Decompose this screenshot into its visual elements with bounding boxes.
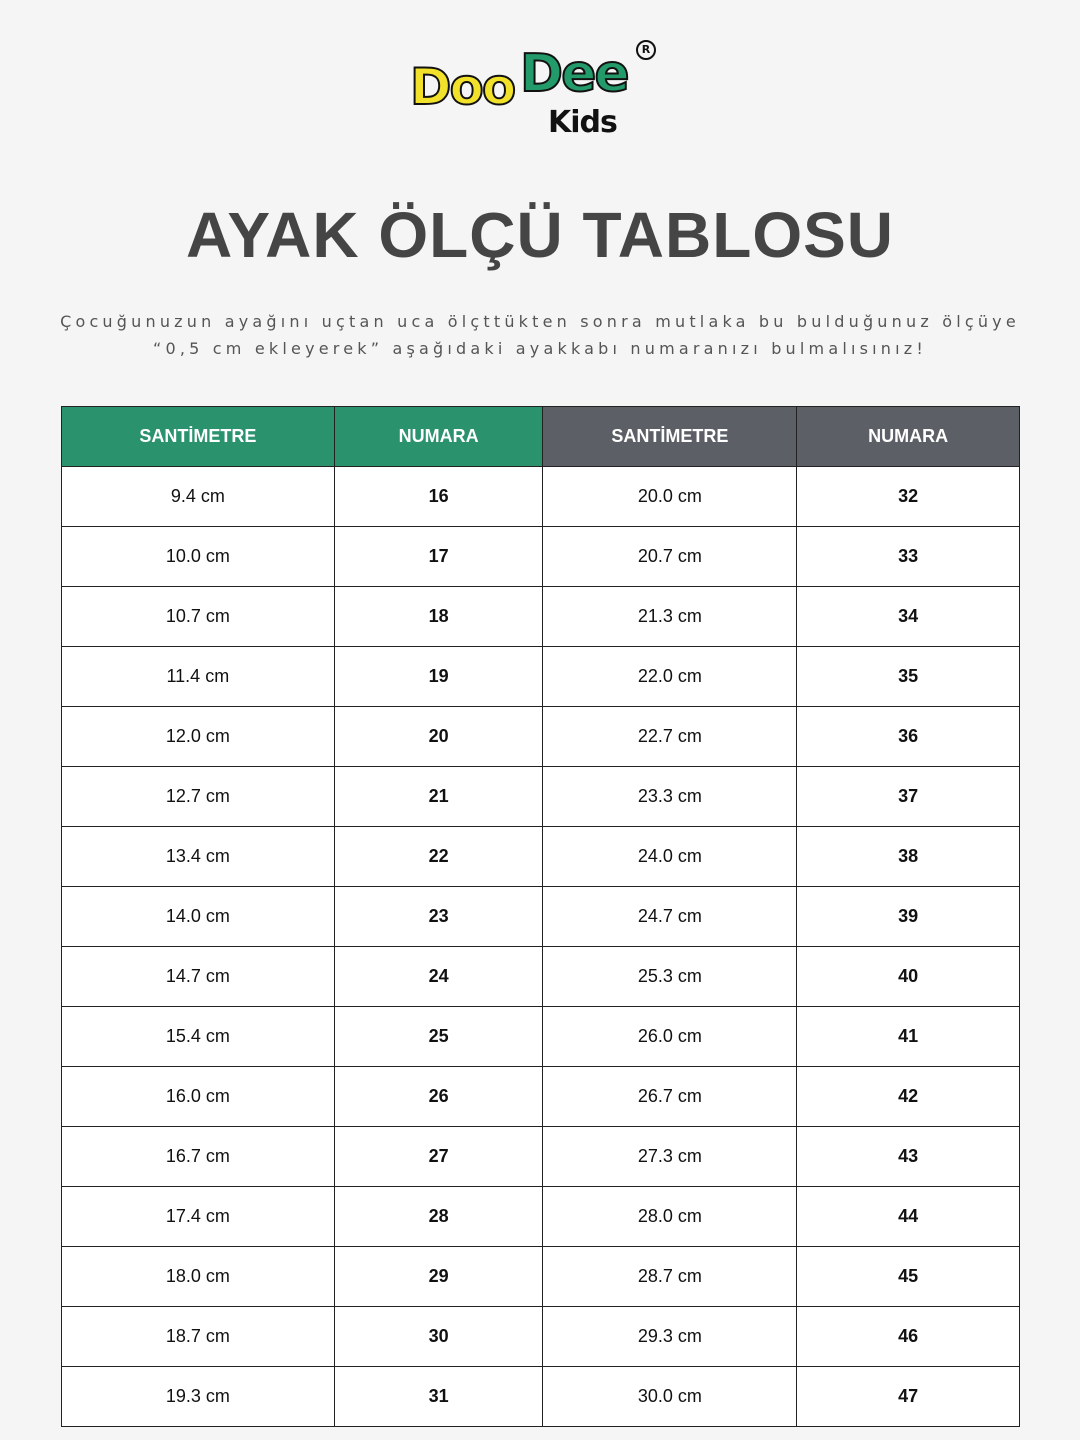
cm-cell: 16.0 cm [62,1067,335,1127]
page-title: AYAK ÖLÇÜ TABLOSU [185,199,895,271]
cm-cell: 18.7 cm [62,1307,335,1367]
size-cell: 33 [797,527,1020,587]
logo-doo: Doo [410,58,515,116]
cm-cell: 10.7 cm [62,587,335,647]
cm-cell: 18.0 cm [62,1247,335,1307]
size-cell: 43 [797,1127,1020,1187]
table-row [62,1067,1020,1127]
cm-cell: 22.7 cm [543,707,797,767]
size-cell: 17 [334,527,543,587]
size-cell: 27 [334,1127,543,1187]
cm-cell: 16.7 cm [62,1127,335,1187]
table-row [62,587,1020,647]
size-cell: 47 [797,1367,1020,1427]
cm-cell: 12.7 cm [62,767,335,827]
cm-cell: 24.7 cm [543,887,797,947]
size-cell: 32 [797,467,1020,527]
table-row [62,1307,1020,1367]
logo-kids: Kids [548,105,617,140]
table-row [62,467,1020,527]
table-row [62,1367,1020,1427]
size-cell: 37 [797,767,1020,827]
size-cell: 42 [797,1067,1020,1127]
size-cell: 21 [334,767,543,827]
cm-cell: 14.7 cm [62,947,335,1007]
cm-cell: 23.3 cm [543,767,797,827]
size-cell: 39 [797,887,1020,947]
size-cell: 18 [334,587,543,647]
size-cell: 36 [797,707,1020,767]
cm-cell: 20.0 cm [543,467,797,527]
size-cell: 28 [334,1187,543,1247]
table-row [62,1007,1020,1067]
size-cell: 34 [797,587,1020,647]
table-header-row [62,407,1020,467]
cm-cell: 19.3 cm [62,1367,335,1427]
size-cell: 16 [334,467,543,527]
size-cell: 22 [334,827,543,887]
cm-cell: 26.7 cm [543,1067,797,1127]
cm-cell: 30.0 cm [543,1367,797,1427]
cm-cell: 17.4 cm [62,1187,335,1247]
table-row [62,647,1020,707]
cm-cell: 27.3 cm [543,1127,797,1187]
table-row [62,1127,1020,1187]
cm-cell: 14.0 cm [62,887,335,947]
size-cell: 40 [797,947,1020,1007]
table-row [62,527,1020,587]
table-row [62,1247,1020,1307]
size-cell: 29 [334,1247,543,1307]
size-cell: 26 [334,1067,543,1127]
header-size-2: NUMARA [797,407,1020,467]
cm-cell: 26.0 cm [543,1007,797,1067]
cm-cell: 20.7 cm [543,527,797,587]
size-cell: 30 [334,1307,543,1367]
cm-cell: 29.3 cm [543,1307,797,1367]
size-cell: 24 [334,947,543,1007]
size-cell: 46 [797,1307,1020,1367]
table-row [62,1187,1020,1247]
cm-cell: 28.0 cm [543,1187,797,1247]
cm-cell: 21.3 cm [543,587,797,647]
header-cm-2: SANTİMETRE [543,407,797,467]
size-cell: 23 [334,887,543,947]
instructions-line-2: “0,5 cm ekleyerek” aşağıdaki ayakkabı numaranızı bulmalısınız! [152,339,927,358]
size-cell: 20 [334,707,543,767]
size-table [61,406,1020,1427]
cm-cell: 22.0 cm [543,647,797,707]
table-row [62,827,1020,887]
size-cell: 45 [797,1247,1020,1307]
table-row [62,767,1020,827]
header-size-1: NUMARA [334,407,543,467]
size-cell: 19 [334,647,543,707]
cm-cell: 15.4 cm [62,1007,335,1067]
size-cell: 35 [797,647,1020,707]
cm-cell: 10.0 cm [62,527,335,587]
cm-cell: 25.3 cm [543,947,797,1007]
size-cell: 41 [797,1007,1020,1067]
cm-cell: 9.4 cm [62,467,335,527]
cm-cell: 13.4 cm [62,827,335,887]
size-cell: 44 [797,1187,1020,1247]
instructions-line-1: Çocuğunuzun ayağını uçtan uca ölçttükten sonra mutlaka bu bulduğunuz ölçüye [60,312,1020,331]
cm-cell: 24.0 cm [543,827,797,887]
table-row [62,707,1020,767]
size-cell: 31 [334,1367,543,1427]
brand-logo [410,40,660,150]
size-cell: 38 [797,827,1020,887]
size-cell: 25 [334,1007,543,1067]
table-row [62,887,1020,947]
header-cm-1: SANTİMETRE [62,407,335,467]
logo-dee: Dee [520,44,628,104]
table-row [62,947,1020,1007]
cm-cell: 28.7 cm [543,1247,797,1307]
cm-cell: 11.4 cm [62,647,335,707]
registered-icon: R [636,40,656,60]
cm-cell: 12.0 cm [62,707,335,767]
